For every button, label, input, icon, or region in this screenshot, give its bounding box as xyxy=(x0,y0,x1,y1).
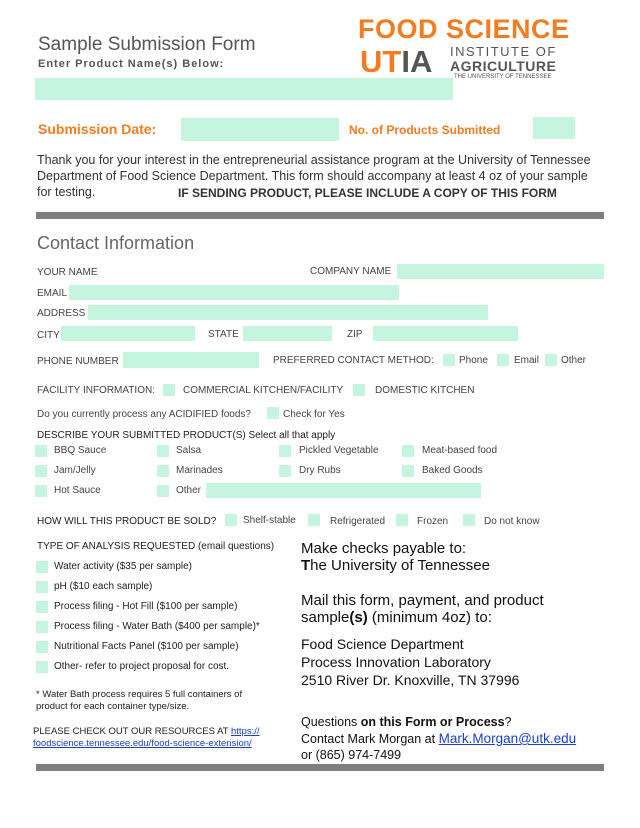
product-label-other: Other xyxy=(176,485,202,496)
preferred-method-label: PREFERRED CONTACT METHOD: xyxy=(273,355,434,366)
product-label-dry-rubs: Dry Rubs xyxy=(299,465,341,476)
commercial-kitchen-label: COMMERCIAL KITCHEN/FACILITY xyxy=(183,385,344,396)
product-label-baked-goods: Baked Goods xyxy=(422,465,483,476)
product-checkbox-pickled-vegetable[interactable] xyxy=(279,445,291,457)
phone-label: PHONE NUMBER xyxy=(37,356,119,367)
company-name-input[interactable] xyxy=(397,264,604,279)
domestic-kitchen-checkbox[interactable] xyxy=(353,384,365,396)
analysis-checkbox-nutrition[interactable] xyxy=(36,641,48,653)
sold-refrigerated-label: Refrigerated xyxy=(330,516,386,527)
commercial-kitchen-checkbox[interactable] xyxy=(163,384,175,396)
divider-bottom xyxy=(36,764,604,771)
state-input[interactable] xyxy=(243,326,332,341)
resources-label: PLEASE CHECK OUT OUR RESOURCES AT xyxy=(33,726,229,737)
sold-frozen-label: Frozen xyxy=(417,516,449,527)
domestic-kitchen-label: DOMESTIC KITCHEN xyxy=(375,385,475,396)
analysis-label-hot-fill: Process filing - Hot Fill ($100 per sample) xyxy=(54,601,238,612)
product-other-input[interactable] xyxy=(206,483,481,498)
mail-instruction-line2: sample(s) (minimum 4oz) to: xyxy=(301,609,492,626)
acidified-yes-label: Check for Yes xyxy=(283,409,345,420)
logo-food-science-text: FOOD SCIENCE xyxy=(358,14,570,44)
analysis-checkbox-hot-fill[interactable] xyxy=(36,601,48,613)
product-checkbox-dry-rubs[interactable] xyxy=(279,465,291,477)
analysis-checkbox-water-activity[interactable] xyxy=(36,561,48,573)
resources-link[interactable]: https:// foodscience.tennessee.edu/food-science-extension/ xyxy=(33,726,260,749)
sold-do-not-know-checkbox[interactable] xyxy=(463,514,475,526)
product-label-jam-jelly: Jam/Jelly xyxy=(54,465,96,476)
checks-payee: The University of Tennessee xyxy=(301,557,490,574)
divider-top xyxy=(36,212,604,219)
product-checkbox-jam-jelly[interactable] xyxy=(35,465,47,477)
zip-input[interactable] xyxy=(373,326,518,341)
analysis-checkbox-ph[interactable] xyxy=(36,581,48,593)
sold-do-not-know-label: Do not know xyxy=(484,516,540,527)
product-label-pickled-vegetable: Pickled Vegetable xyxy=(299,445,379,456)
sold-shelf-stable-checkbox[interactable] xyxy=(225,514,237,526)
phone-input[interactable] xyxy=(123,352,259,368)
acidified-question: Do you currently process any ACIDIFIED foods? xyxy=(37,409,251,420)
sold-frozen-checkbox[interactable] xyxy=(396,514,408,526)
checks-payable-label: Make checks payable to: xyxy=(301,540,467,557)
logo-ut-mark: UTIA xyxy=(360,44,433,79)
product-label-meat-based: Meat-based food xyxy=(422,445,498,456)
form-subtitle: Enter Product Name(s) Below: xyxy=(38,58,225,70)
sold-shelf-stable-label: Shelf-stable xyxy=(243,515,296,526)
product-label-bbq-sauce: BBQ Sauce xyxy=(54,445,107,456)
zip-label: ZIP xyxy=(347,329,363,340)
questions-line: Questions on this Form or Process? xyxy=(301,715,512,729)
product-label-hot-sauce: Hot Sauce xyxy=(54,485,101,496)
products-count-input[interactable] xyxy=(533,117,575,139)
mail-address-line3: 2510 River Dr. Knoxville, TN 37996 xyxy=(301,672,520,688)
company-name-label: COMPANY NAME xyxy=(310,266,392,277)
city-label: CITY xyxy=(37,330,60,341)
sold-refrigerated-checkbox[interactable] xyxy=(308,514,320,526)
submission-date-input[interactable] xyxy=(181,118,339,141)
your-name-label: YOUR NAME xyxy=(37,267,98,278)
sold-question: HOW WILL THIS PRODUCT BE SOLD? xyxy=(37,516,217,527)
logo-agriculture-text: AGRICULTURE xyxy=(450,58,557,74)
notice-text: IF SENDING PRODUCT, PLEASE INCLUDE A COPY OF THIS FORM xyxy=(178,186,557,200)
contact-heading: Contact Information xyxy=(37,233,195,253)
contact-person-line: Contact Mark Morgan at Mark.Morgan@utk.edu xyxy=(301,731,577,746)
intro-text: Thank you for your interest in the entrepreneurial assistance program at the University of Tennessee Department of Food Science Department. This form should accompany at least 4 oz of your sample for testing. xyxy=(37,153,591,199)
products-count-label: No. of Products Submitted xyxy=(349,123,501,137)
acidified-yes-checkbox[interactable] xyxy=(267,407,279,419)
pref-phone-checkbox[interactable] xyxy=(443,354,455,366)
pref-email-label: Email xyxy=(514,355,540,366)
product-checkbox-bbq-sauce[interactable] xyxy=(35,445,47,457)
analysis-label-nutrition: Nutritional Facts Panel ($100 per sample) xyxy=(54,641,239,652)
pref-phone-label: Phone xyxy=(459,355,488,366)
analysis-label-other: Other- refer to project proposal for cost. xyxy=(54,661,230,672)
analysis-checkbox-water-bath[interactable] xyxy=(36,621,48,633)
submission-date-label: Submission Date: xyxy=(38,121,157,137)
facility-label: FACILITY INFORMATION: xyxy=(37,385,155,396)
analysis-heading: TYPE OF ANALYSIS REQUESTED (email questions) xyxy=(37,541,275,552)
mail-address-line1: Food Science Department xyxy=(301,636,464,652)
contact-email-link[interactable]: Mark.Morgan@utk.edu xyxy=(438,731,577,746)
analysis-label-ph: pH ($10 each sample) xyxy=(54,581,153,592)
product-checkbox-marinades[interactable] xyxy=(157,465,169,477)
product-label-marinades: Marinades xyxy=(176,465,223,476)
mail-address-line2: Process Innovation Laboratory xyxy=(301,654,491,670)
products-heading: DESCRIBE YOUR SUBMITTED PRODUCT(S) Select all that apply xyxy=(37,430,336,441)
email-input[interactable] xyxy=(69,285,399,300)
product-label-salsa: Salsa xyxy=(176,445,202,456)
analysis-label-water-activity: Water activity ($35 per sample) xyxy=(54,561,193,572)
resources-text xyxy=(33,726,293,750)
product-checkbox-baked-goods[interactable] xyxy=(402,465,414,477)
product-checkbox-salsa[interactable] xyxy=(157,445,169,457)
form-title: Sample Submission Form xyxy=(38,34,256,55)
analysis-label-water-bath: Process filing - Water Bath ($400 per sample)* xyxy=(54,621,260,632)
food-science-logo xyxy=(358,14,573,84)
pref-email-checkbox[interactable] xyxy=(497,354,509,366)
state-label: STATE xyxy=(208,329,239,340)
contact-phone-line: or (865) 974-7499 xyxy=(301,748,402,762)
mail-instruction-line1: Mail this form, payment, and product xyxy=(301,592,544,609)
logo-university-text: THE UNIVERSITY OF TENNESSEE xyxy=(454,74,552,80)
water-bath-footnote: * Water Bath process requires 5 full containers of product for each container type/size. xyxy=(36,689,243,712)
product-checkbox-meat-based[interactable] xyxy=(402,445,414,457)
pref-other-checkbox[interactable] xyxy=(545,354,557,366)
address-input[interactable] xyxy=(88,305,488,320)
email-label: EMAIL xyxy=(37,288,68,299)
logo-institute-text: INSTITUTE OF xyxy=(450,44,557,59)
product-checkbox-hot-sauce[interactable] xyxy=(35,485,47,497)
product-checkbox-other[interactable] xyxy=(157,485,169,497)
city-input[interactable] xyxy=(61,326,195,341)
analysis-checkbox-other[interactable] xyxy=(36,661,48,673)
address-label: ADDRESS xyxy=(37,308,86,319)
pref-other-label: Other xyxy=(561,355,587,366)
